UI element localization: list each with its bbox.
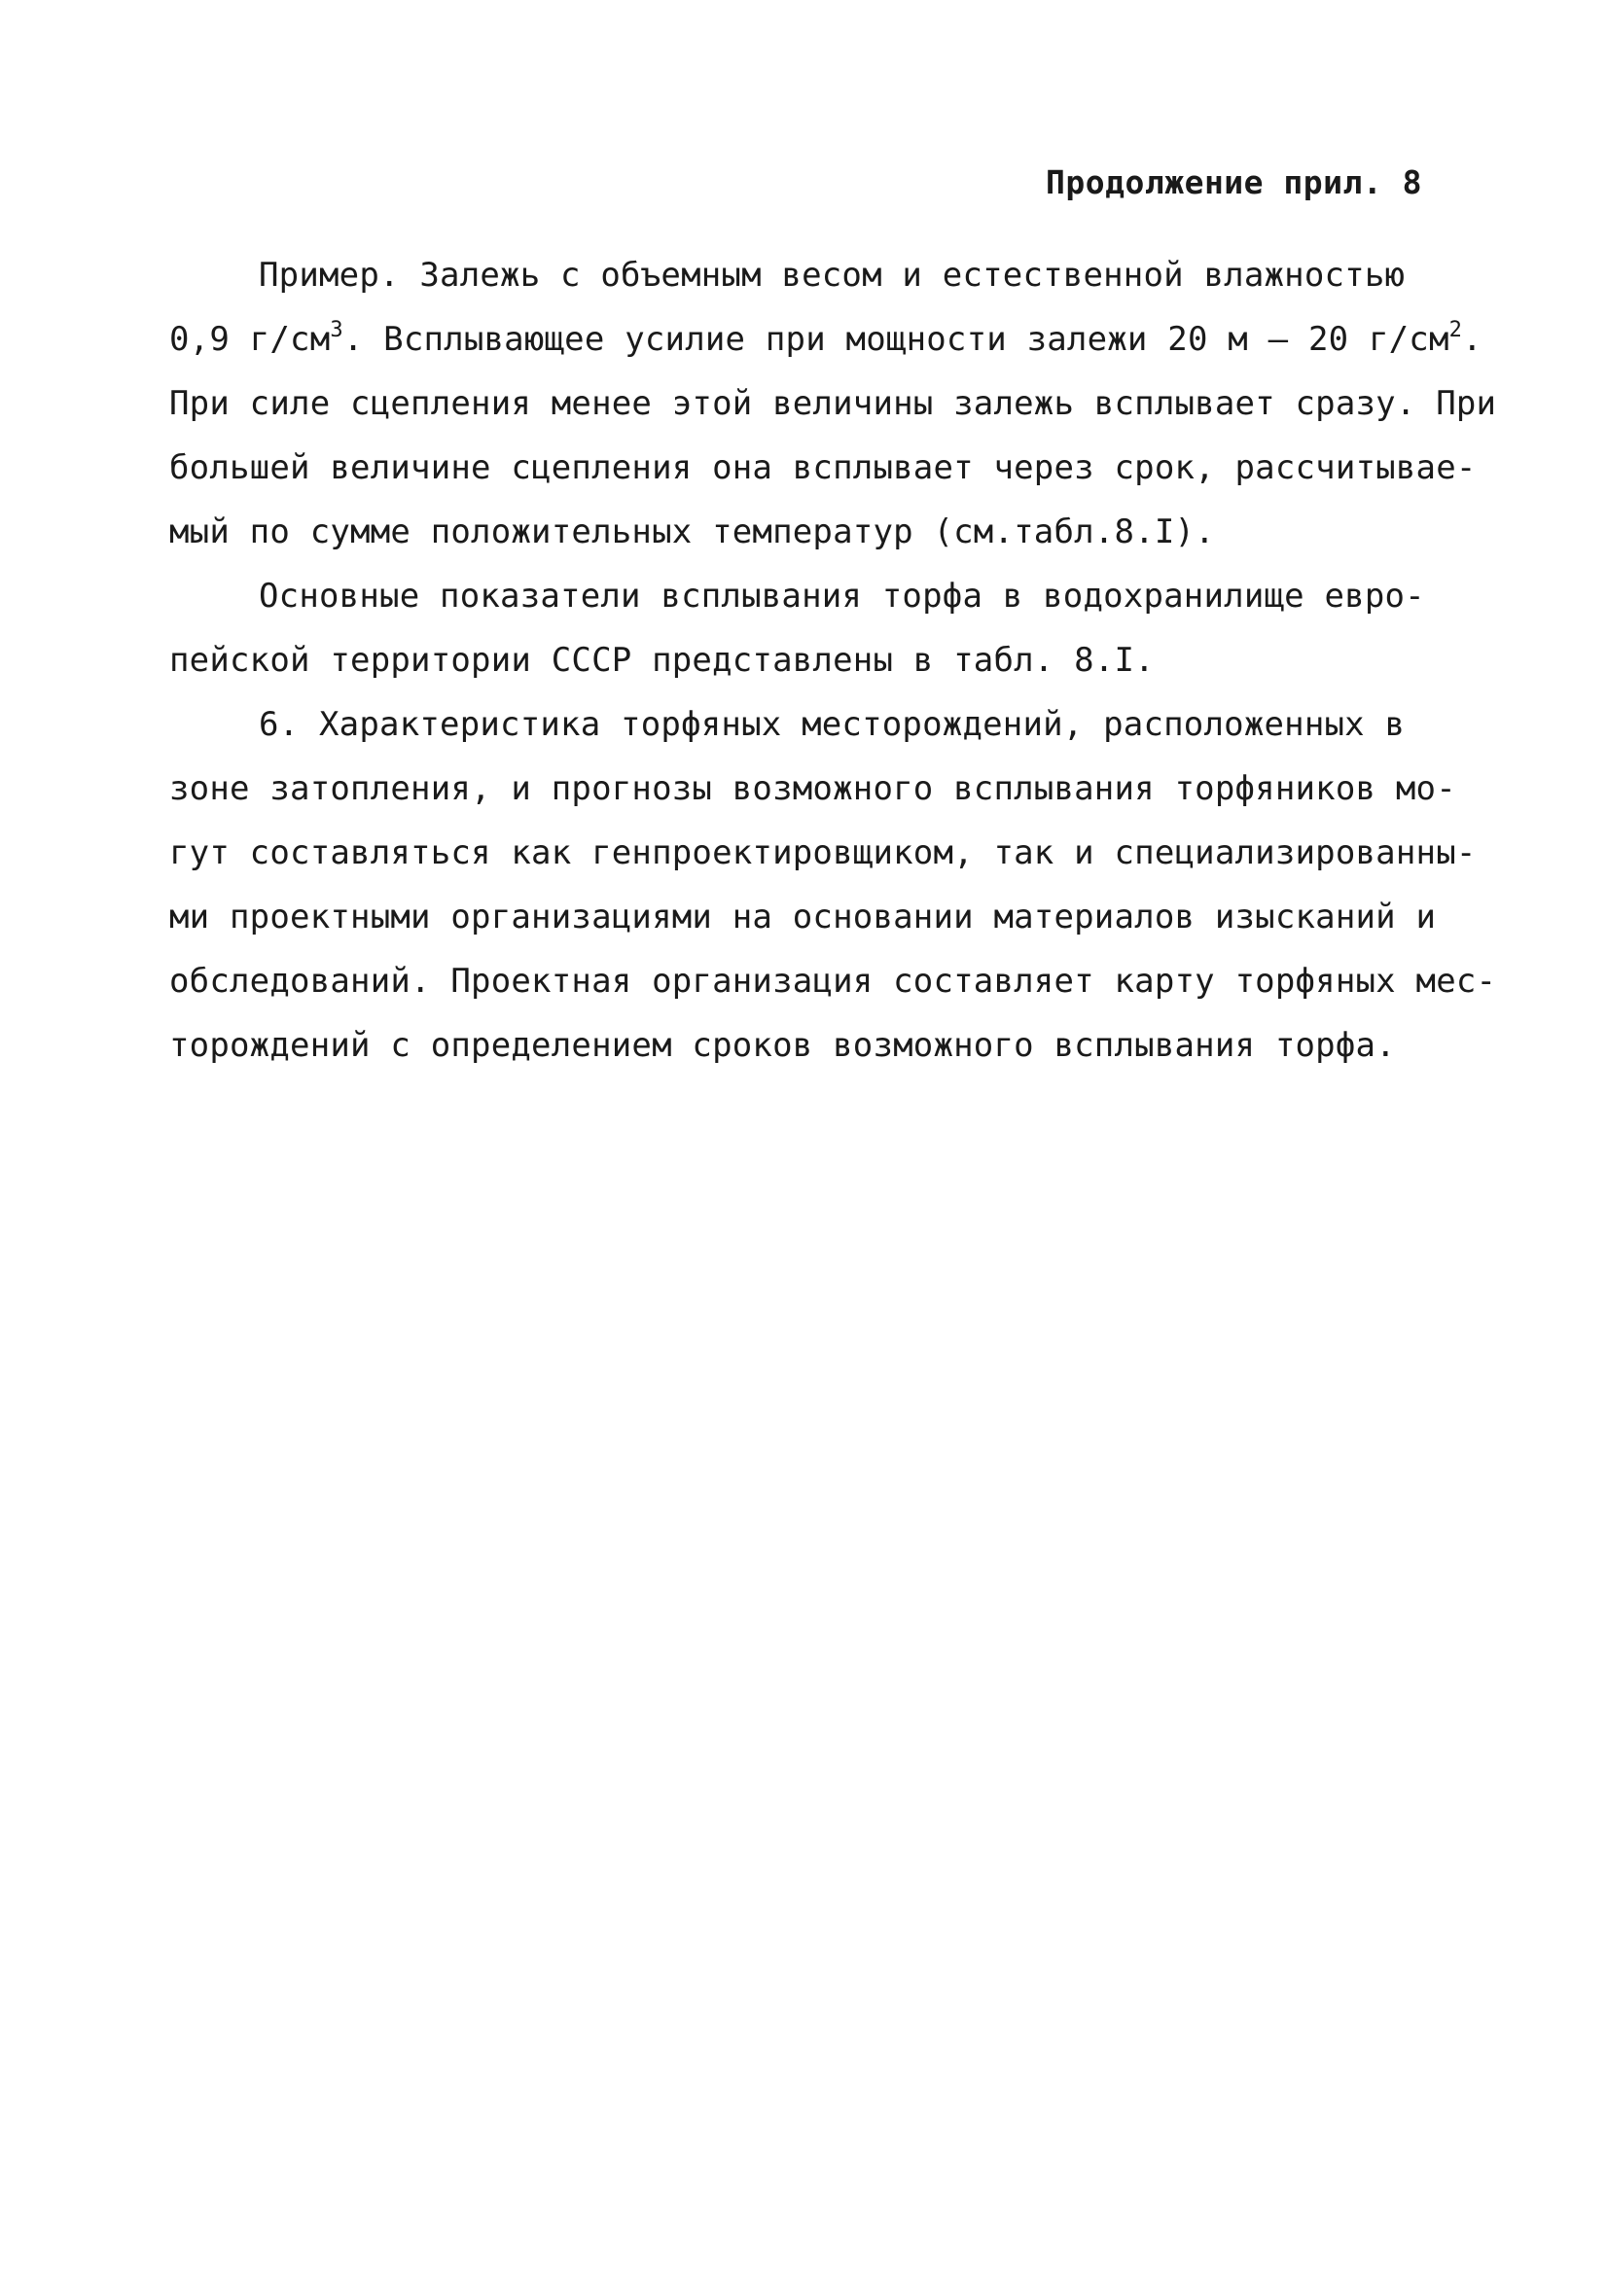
text-line: ми проектными организациями на основании материалов изысканий и — [169, 898, 1437, 936]
text-fragment: . Всплывающее усилие при мощности залежи 20 м – 20 г/см — [342, 320, 1449, 359]
text-line: торождений с определением сроков возможного всплывания торфа. — [169, 1026, 1396, 1065]
text-line: При силе сцепления менее этой величины залежь всплывает сразу. При — [169, 384, 1497, 423]
text-fragment: 0,9 г/см — [169, 320, 331, 359]
superscript: 3 — [330, 318, 343, 342]
text-line: гут составляться как генпроектировщиком, так и специализированны- — [169, 833, 1477, 872]
text-line: Пример. Залежь с объемным весом и естественной влажностью — [259, 256, 1406, 295]
text-line: большей величине сцепления она всплывает через срок, рассчитывае- — [169, 448, 1477, 487]
text-line: зоне затопления, и прогнозы возможного всплывания торфяников мо- — [169, 769, 1456, 808]
text-line: Основные показатели всплывания торфа в водохранилище евро- — [259, 577, 1425, 616]
text-line-with-units — [169, 307, 1482, 371]
paragraph-example — [169, 243, 1497, 564]
paragraph-item-6 — [169, 692, 1497, 1077]
text-line: обследований. Проектная организация составляет карту торфяных мес- — [169, 962, 1497, 1001]
text-fragment: . — [1462, 320, 1482, 359]
paragraph-indicators — [169, 564, 1434, 692]
text-line: мый по сумме положительных температур (см.табл.8.I). — [169, 512, 1215, 551]
superscript: 2 — [1448, 318, 1463, 342]
continuation-header: Продолжение прил. 8 — [1046, 163, 1422, 201]
text-line: 6. Характеристика торфяных месторождений, расположенных в — [259, 705, 1406, 744]
text-line: пейской территории СССР представлены в табл. 8.I. — [169, 641, 1155, 680]
document-body — [169, 243, 1497, 1077]
